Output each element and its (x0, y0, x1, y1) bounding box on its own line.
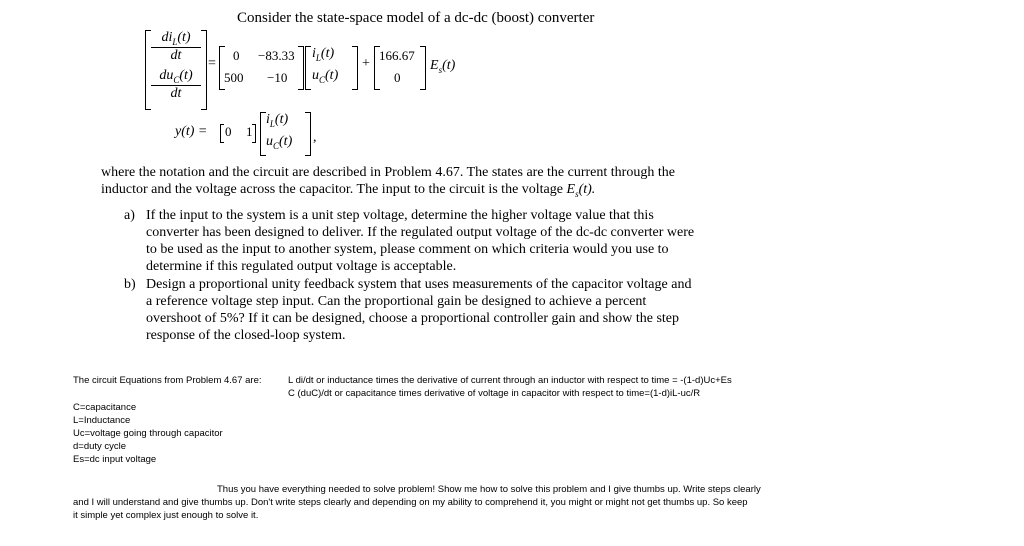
intro-line-1: where the notation and the circuit are described in Problem 4.67. The states are the current through the (101, 165, 675, 180)
a-matrix-11: 0 (233, 48, 240, 63)
x-vector-uc: $u_C(t)$ (312, 68, 339, 85)
c-matrix-bracket-right (252, 124, 256, 143)
y-x-vector-il: $i_L(t)$ (266, 112, 289, 129)
x-vector-il: $i_L(t)$ (312, 46, 335, 63)
lhs-derivative-uc: $du_C(t)$ dt (151, 68, 201, 102)
b-vector-2: 0 (394, 70, 401, 85)
lhs-bracket-right (201, 30, 207, 110)
y-x-vector-bracket-right (305, 112, 311, 156)
input-es: $E_s(t)$ (430, 58, 456, 75)
part-b-label: b) (124, 277, 136, 292)
intro-line-2: inductor and the voltage across the capacitor. The input to the circuit is the voltage $E_s(t)$. (101, 182, 596, 199)
closing-line-1: Thus you have everything needed to solve problem! Show me how to solve this problem and I give thumbs up. Write steps clearly (217, 484, 761, 495)
part-a-text (146, 207, 694, 275)
definitions-list (73, 401, 223, 466)
a-matrix-22: −10 (267, 70, 288, 85)
part-a-line: If the input to the system is a unit step voltage, determine the higher voltage value that this (146, 208, 654, 223)
definition-item: C=capacitance (73, 402, 137, 413)
definition-item: Uc=voltage going through capacitor (73, 428, 223, 439)
lhs-derivative-il: $di_L(t)$ dt (151, 30, 201, 64)
plus-sign: + (362, 56, 370, 71)
part-b-line: a reference voltage step input. Can the proportional gain be designed to achieve a percent (146, 294, 647, 309)
equals-sign: = (208, 56, 216, 71)
x-vector-bracket-left (305, 46, 311, 90)
part-b-line: overshoot of 5%? If it can be designed, choose a proportional controller gain and show the step (146, 311, 680, 326)
problem-title: Consider the state-space model of a dc-dc (boost) converter (237, 10, 595, 26)
equations-label: The circuit Equations from Problem 4.67 are: (73, 375, 262, 386)
circuit-equation-2: C (duC)/dt or capacitance times derivative of voltage in capacitor with respect to time=(1-d)iL-uc/R (288, 388, 701, 399)
b-vector-1: 166.67 (379, 48, 415, 63)
part-a-line: determine if this regulated output voltage is acceptable. (146, 259, 457, 274)
part-a-line: converter has been designed to deliver. If the regulated output voltage of the dc-dc converter were (146, 225, 695, 240)
definition-item: d=duty cycle (73, 441, 127, 452)
part-b-text (146, 276, 691, 344)
a-matrix-12: −83.33 (258, 48, 295, 63)
a-matrix-bracket-right (298, 46, 304, 90)
c-matrix-bracket-left (220, 124, 224, 143)
output-trailing-comma: , (313, 130, 317, 145)
circuit-equation-1: L di/dt or inductance times the derivative of current through an inductor with respect to time = -(1-d)Uc+Es (288, 375, 732, 386)
part-b-line: response of the closed-loop system. (146, 328, 346, 343)
a-matrix-21: 500 (224, 70, 244, 85)
part-a-line: to be used as the input to another system, please comment on which criteria would you use to (146, 242, 669, 257)
c-matrix-1: 0 (225, 124, 232, 139)
output-lhs: y(t) = (175, 124, 208, 139)
closing-line-3: it simple yet complex just enough to solve it. (73, 510, 259, 521)
y-x-vector-uc: $u_C(t)$ (266, 134, 293, 151)
c-matrix-2: 1 (246, 124, 253, 139)
definition-item: Es=dc input voltage (73, 454, 157, 465)
part-a-label: a) (124, 208, 135, 223)
definition-item: L=Inductance (73, 415, 131, 426)
x-vector-bracket-right (352, 46, 358, 90)
closing-line-2: and I will understand and give thumbs up. Don't write steps clearly and depending on my ability to comprehend it, you might or might not get thumbs up. So keep (73, 497, 748, 508)
b-vector-bracket-right (420, 46, 426, 90)
part-b-line: Design a proportional unity feedback system that uses measurements of the capacitor voltage and (146, 277, 692, 292)
